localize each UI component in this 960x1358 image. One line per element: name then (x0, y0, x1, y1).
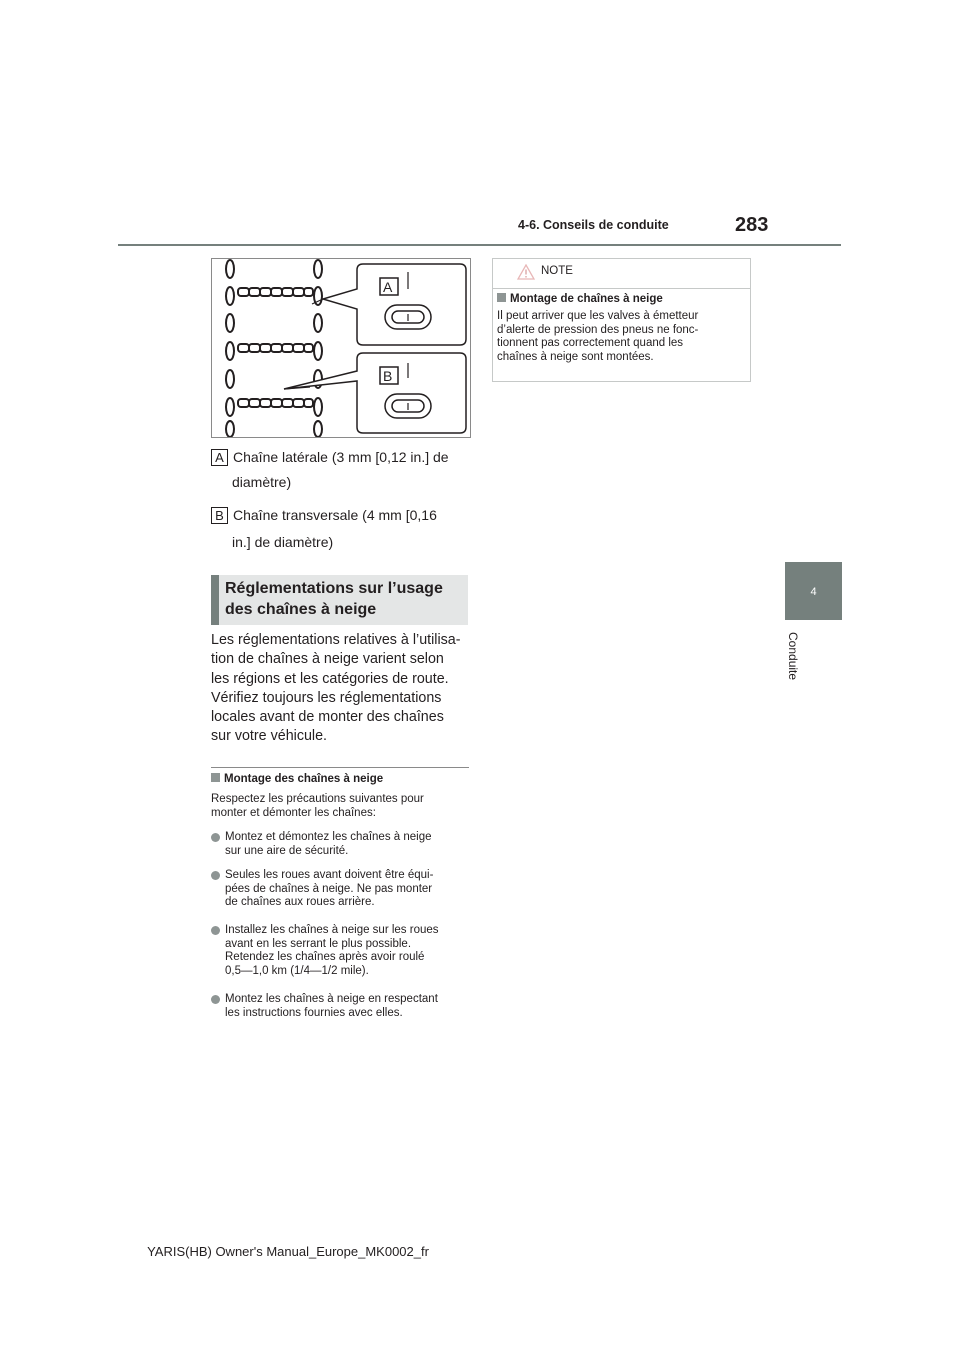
section-heading-text (225, 578, 465, 620)
legend-text-a-line2: diamètre) (232, 474, 292, 490)
list-item-line: de chaînes aux roues arrière. (225, 896, 375, 909)
legend-text-a-line1: Chaîne latérale (3 mm [0,12 in.] de (233, 448, 449, 465)
chapter-section-title: 4-6. Conseils de conduite (518, 218, 669, 232)
body-line: les régions et les catégories de route. (211, 670, 449, 687)
body-line: locales avant de monter des chaînes (211, 709, 444, 726)
legend-item-a (211, 447, 449, 467)
list-item-line: Retendez les chaînes après avoir roulé (225, 951, 425, 964)
list-item (211, 831, 469, 858)
list-item (211, 993, 469, 1020)
bullet-dot-icon (211, 871, 220, 880)
legend-text-b-line1: Chaîne transversale (4 mm [0,16 (233, 506, 437, 523)
snow-chain-illustration (211, 258, 471, 438)
list-item (211, 869, 469, 910)
intro-line: monter et démonter les chaînes: (211, 806, 376, 819)
note-text (497, 310, 742, 364)
section-heading-line2: des chaînes à neige (225, 601, 377, 618)
list-item-line: Montez les chaînes à neige en respectant (225, 993, 438, 1005)
bullet-dot-icon (211, 995, 220, 1004)
list-item-line: Montez et démontez les chaînes à neige (225, 831, 432, 843)
chapter-tab[interactable] (785, 562, 842, 620)
square-bullet-icon (211, 773, 220, 782)
callout-b-label: B (383, 368, 393, 384)
body-line: Vérifiez toujours les réglementations (211, 689, 442, 706)
intro-line: Respectez les précautions suivantes pour (211, 793, 424, 805)
subsection-title-text: Montage des chaînes à neige (224, 773, 384, 785)
list-item-line: pées de chaînes à neige. Ne pas monter (225, 882, 433, 895)
subsection-title (211, 773, 383, 785)
footer-text: YARIS(HB) Owner's Manual_Europe_MK0002_fr (147, 1244, 429, 1259)
section-heading-line1: Réglementations sur l’usage (225, 580, 443, 597)
note-label: NOTE (541, 265, 573, 277)
section-body-paragraph (211, 631, 473, 747)
header-rule (118, 244, 841, 246)
note-line: Il peut arriver que les valves à émetteur (497, 310, 699, 322)
note-title (497, 293, 663, 305)
subsection-rule (211, 767, 469, 768)
note-box (492, 258, 751, 382)
chapter-tab-number: 4 (810, 586, 817, 598)
chapter-side-label-text: Conduite (786, 632, 800, 681)
page-number: 283 (735, 214, 769, 236)
list-item-line: avant en les serrant le plus possible. (225, 937, 412, 950)
list-item-line: Seules les roues avant doivent être équi- (225, 869, 434, 881)
legend-key-b: B (211, 507, 228, 524)
body-line: sur votre véhicule. (211, 728, 328, 745)
section-heading-bar (211, 575, 219, 625)
warning-triangle-icon (517, 264, 535, 285)
subsection-intro (211, 793, 469, 820)
legend-key-a: A (211, 449, 228, 466)
list-item-line: 0,5—1,0 km (1/4—1/2 mile). (225, 964, 369, 977)
page-footer (0, 1244, 960, 1259)
list-item (211, 924, 469, 978)
callout-a-label: A (383, 279, 393, 295)
legend-item-b (211, 505, 437, 525)
note-title-text: Montage de chaînes à neige (510, 293, 663, 305)
note-line: chaînes à neige sont montées. (497, 350, 654, 363)
section-heading (211, 575, 468, 625)
list-item-line: les instructions fournies avec elles. (225, 1006, 403, 1019)
note-header (493, 259, 750, 289)
chapter-side-label (782, 632, 802, 692)
bullet-dot-icon (211, 926, 220, 935)
note-line: tionnent pas correctement quand les (497, 337, 684, 350)
bullet-dot-icon (211, 833, 220, 842)
note-line: d’alerte de pression des pneus ne fonc- (497, 323, 699, 336)
legend-text-b-line2: in.] de diamètre) (232, 534, 334, 550)
body-line: tion de chaînes à neige varient selon (211, 651, 444, 668)
snow-chain-drawing (212, 259, 470, 437)
square-bullet-icon (497, 293, 506, 302)
body-line: Les réglementations relatives à l’utilisa- (211, 632, 461, 648)
list-item-line: Installez les chaînes à neige sur les roues (225, 924, 439, 936)
list-item-line: sur une aire de sécurité. (225, 844, 349, 857)
